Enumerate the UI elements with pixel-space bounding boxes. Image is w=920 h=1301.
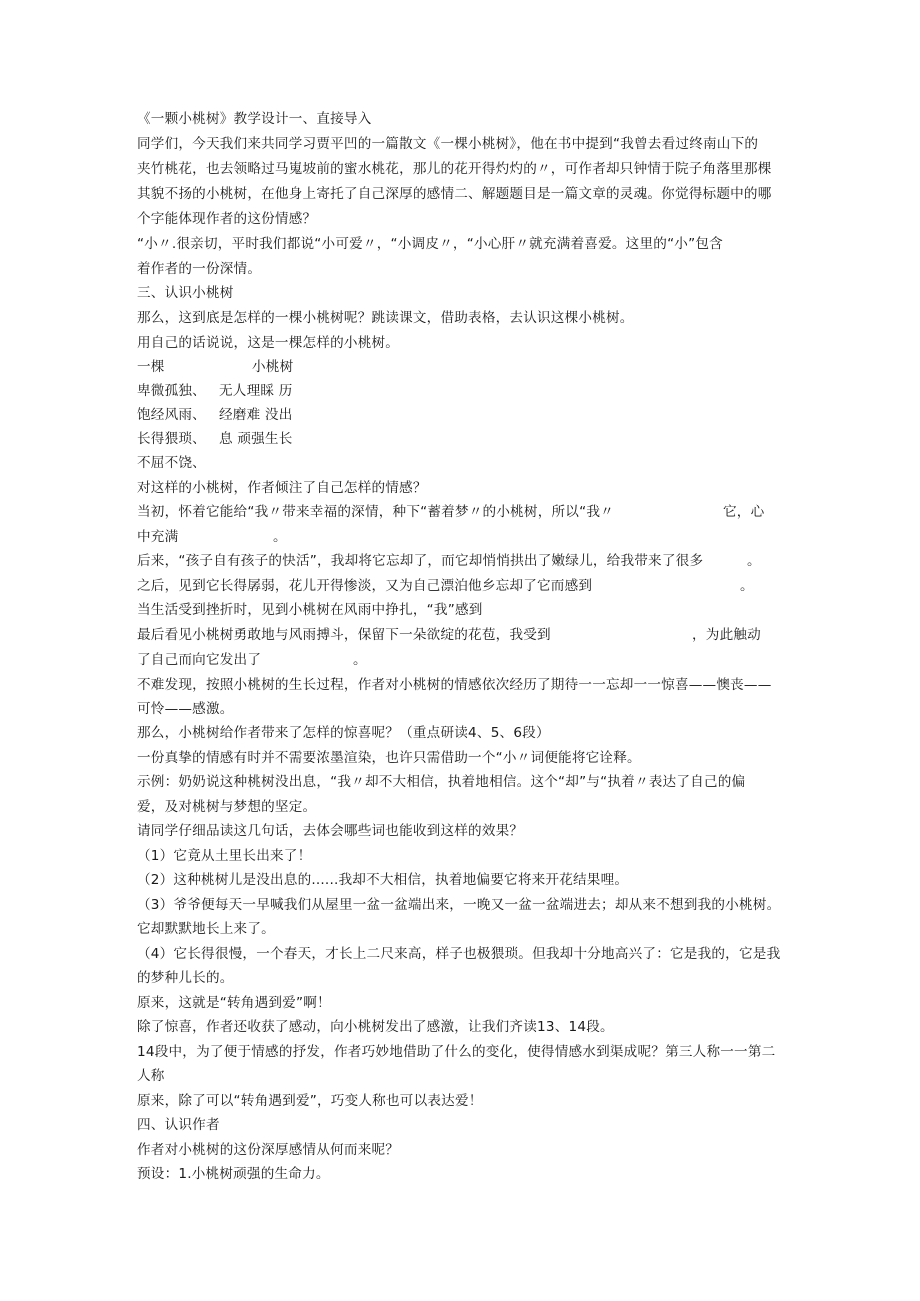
list-item: 的梦种儿长的。 bbox=[137, 970, 234, 986]
line-text: 中充满 bbox=[137, 529, 179, 545]
paragraph-line: 个字能体现作者的这份情感？ bbox=[137, 211, 317, 227]
paragraph-line: 示例：奶奶说这种桃树没出息，“我〃却不大相信，执着地相信。这个“却”与“执着〃表达了自己的偏 bbox=[137, 774, 746, 790]
line-text: 当初，怀着它能给“我〃带来幸福的深情，种下“蓄着梦〃的小桃树，所以“我〃 bbox=[137, 504, 614, 520]
paragraph-line: 除了惊喜，作者还收获了感动，向小桃树发出了感激，让我们齐读13、14段。 bbox=[137, 1019, 614, 1035]
table-row bbox=[137, 430, 737, 448]
line-text: 之后，见到它长得孱弱，花儿开得惨淡，又为自己漂泊他乡忘却了它而感到 bbox=[137, 578, 593, 594]
table-row bbox=[137, 382, 737, 400]
table-row bbox=[137, 358, 737, 376]
table-cell: 一棵 bbox=[137, 359, 165, 375]
paragraph-line: 那么，小桃树给作者带来了怎样的惊喜呢？（重点研读4、5、6段） bbox=[137, 725, 550, 741]
table-cell: 饱经风雨、 bbox=[137, 407, 206, 423]
paragraph-line: 那么，这到底是怎样的一棵小桃树呢？跳读课文，借助表格，去认识这棵小桃树。 bbox=[137, 310, 634, 326]
paragraph-line: 同学们，今天我们来共同学习贾平凹的一篇散文《一棵小桃树》，他在书中提到“我曾去看过终南山下的 bbox=[137, 136, 759, 152]
line-tail: 。 bbox=[353, 652, 367, 668]
paragraph-line: 当生活受到挫折时，见到小桃树在风雨中挣扎，“我”感到 bbox=[137, 602, 483, 618]
list-item: （4）它长得很慢，一个春天，才长上二尺来高，样子也极猥琐。但我却十分地高兴了：它是我的，它是我 bbox=[137, 946, 781, 962]
table-cell: 经磨难 没出 bbox=[219, 407, 293, 423]
paragraph-line: 14段中，为了便于情感的抒发，作者巧妙地借助了什么的变化，使得情感水到渠成呢？第三人称一一第二 bbox=[137, 1044, 776, 1060]
list-item: （3）爷爷便每天一早喊我们从屋里一盆一盆端出来，一晚又一盆一盆端进去；却从来不想到我的小桃树。 bbox=[137, 897, 781, 913]
list-item: （2）这种桃树儿是没出息的......我却不大相信，执着地偏要它将来开花结果哩。 bbox=[137, 872, 629, 888]
line-tail: 。 bbox=[740, 578, 754, 594]
paragraph-line bbox=[137, 552, 777, 570]
paragraph-line: 预设：1.小桃树顽强的生命力。 bbox=[137, 1166, 330, 1182]
line-tail: 。 bbox=[273, 529, 287, 545]
table-cell: 小桃树 bbox=[252, 359, 294, 375]
table-cell: 无人理睬 历 bbox=[219, 383, 293, 399]
table-row: 不屈不饶、 bbox=[137, 455, 206, 471]
paragraph-line: 对这样的小桃树，作者倾注了自己怎样的情感？ bbox=[137, 480, 427, 496]
table-cell: 息 顽强生长 bbox=[219, 431, 293, 447]
paragraph-line: 着作者的一份深情。 bbox=[137, 261, 262, 277]
paragraph-line: 人称 bbox=[137, 1068, 165, 1084]
paragraph-line: 可怜——感激。 bbox=[137, 701, 234, 717]
paragraph-line: 其貌不扬的小桃树，在他身上寄托了自己深厚的感情二、解题题目是一篇文章的灵魂。你觉得标题中的哪 bbox=[137, 186, 772, 202]
paragraph-line: 原来，除了可以“转角遇到爱”，巧变人称也可以表达爱！ bbox=[137, 1093, 483, 1109]
doc-title: 《一颗小桃树》教学设计一、直接导入 bbox=[137, 111, 372, 127]
list-item: 它却默默地长上来了。 bbox=[137, 921, 275, 937]
line-tail: 它，心 bbox=[723, 504, 765, 520]
paragraph-line bbox=[137, 577, 777, 595]
paragraph-line bbox=[137, 626, 777, 644]
paragraph-line: 用自己的话说说，这是一棵怎样的小桃树。 bbox=[137, 335, 400, 351]
line-text: 最后看见小桃树勇敢地与风雨搏斗，保留下一朵欲绽的花苞，我受到 bbox=[137, 627, 551, 643]
paragraph-line: 原来，这就是“转角遇到爱”啊！ bbox=[137, 995, 331, 1011]
section-heading: 四、认识作者 bbox=[137, 1117, 220, 1133]
line-tail: ，为此触动 bbox=[692, 627, 761, 643]
list-item: （1）它竟从土里长出来了！ bbox=[137, 848, 312, 864]
paragraph-line bbox=[137, 503, 777, 521]
line-tail: 。 bbox=[747, 553, 761, 569]
paragraph-line: 爱，及对桃树与梦想的坚定。 bbox=[137, 799, 317, 815]
table-cell: 卑微孤独、 bbox=[137, 383, 206, 399]
paragraph-line bbox=[137, 528, 777, 546]
table-cell: 长得猥琐、 bbox=[137, 431, 206, 447]
paragraph-line bbox=[137, 651, 777, 669]
paragraph-line: 夹竹桃花，也去领略过马嵬坡前的蜜水桃花，那儿的花开得灼灼的〃，可作者却只钟情于院子角落里那棵 bbox=[137, 161, 772, 177]
paragraph-line: 请同学仔细品读这几句话，去体会哪些词也能收到这样的效果？ bbox=[137, 823, 524, 839]
section-heading: 三、认识小桃树 bbox=[137, 285, 234, 301]
table-row bbox=[137, 406, 737, 424]
paragraph-line: 不难发现，按照小桃树的生长过程，作者对小桃树的情感依次经历了期待一一忘却一一惊喜——懊丧—— bbox=[137, 677, 772, 693]
paragraph-line: “小〃.很亲切，平时我们都说“小可爱〃，“小调皮〃，“小心肝〃就充满着喜爱。这里的“小”包含 bbox=[137, 236, 723, 252]
line-text: 了自己而向它发出了 bbox=[137, 652, 262, 668]
line-text: 后来，“孩子自有孩子的快活”，我却将它忘却了，而它却悄悄拱出了嫩绿儿，给我带来了很多 bbox=[137, 553, 704, 569]
paragraph-line: 作者对小桃树的这份深厚感情从何而来呢？ bbox=[137, 1142, 400, 1158]
paragraph-line: 一份真挚的情感有时并不需要浓墨渲染，也许只需借助一个“小〃词便能将它诠释。 bbox=[137, 750, 641, 766]
